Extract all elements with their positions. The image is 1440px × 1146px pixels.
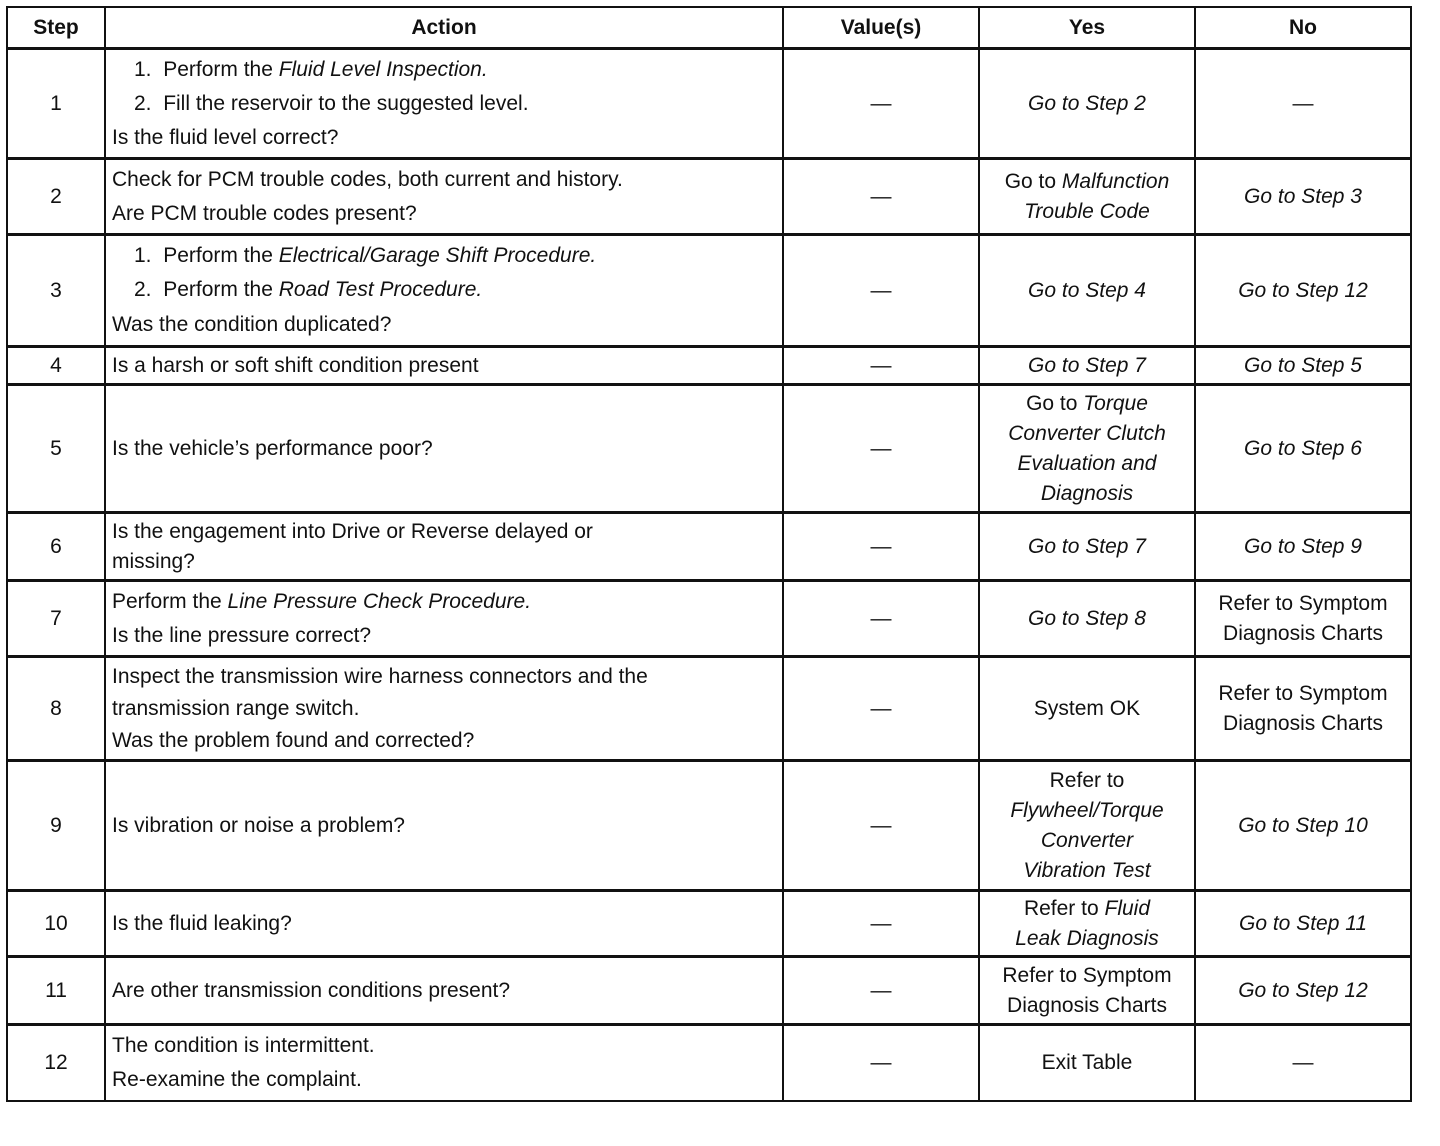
no-cell [1195,385,1411,513]
value-dash: — [870,813,892,837]
yes-cell [979,761,1195,891]
header-values: Value(s) [783,7,979,49]
step-cell [7,891,105,957]
action-line [112,55,776,85]
yes-line [986,604,1188,634]
no-line [1202,434,1404,464]
yes-cell [979,1025,1195,1101]
italic-reference: Go to Step 3 [1244,184,1362,208]
no-cell [1195,891,1411,957]
plain-text: transmission range switch. [112,696,360,720]
value-dash: — [870,696,892,720]
action-cell [105,891,783,957]
step-number: 4 [50,353,62,377]
italic-reference: Go to Step 12 [1238,278,1368,302]
plain-text: Refer to Symptom [1002,963,1172,987]
yes-line [986,894,1188,924]
yes-cell [979,581,1195,657]
table-row [7,49,1411,159]
table-row [7,657,1411,761]
action-cell [105,235,783,347]
step-number: 12 [44,1050,68,1074]
italic-reference: Go to Step 5 [1244,353,1362,377]
table-row [7,513,1411,581]
step-cell [7,761,105,891]
action-line [112,976,776,1006]
plain-text: Was the condition duplicated? [112,313,392,337]
header-yes: Yes [979,7,1195,49]
yes-cell [979,235,1195,347]
action-line [112,165,776,195]
italic-reference: Go to Step 8 [1028,606,1146,630]
value-dash: — [870,534,892,558]
action-line [112,199,776,229]
yes-line [986,389,1188,419]
italic-reference: Diagnosis [1040,481,1134,505]
table-row [7,957,1411,1025]
plain-text: Go to [1026,391,1084,415]
list-number: 2. [134,278,152,302]
action-cell [105,1025,783,1101]
no-line [1202,351,1404,381]
plain-text: Diagnosis Charts [1223,621,1383,645]
header-step: Step [7,7,105,49]
italic-reference: Leak Diagnosis [1015,926,1159,950]
value-dash: — [870,91,892,115]
yes-cell [979,513,1195,581]
value-dash: — [870,436,892,460]
plain-text: Exit Table [1041,1050,1133,1074]
yes-line [986,419,1188,449]
yes-line [986,826,1188,856]
italic-reference: Go to Step 6 [1244,436,1362,460]
plain-text: Are PCM trouble codes present? [112,201,417,225]
action-cell [105,49,783,159]
value-cell [783,385,979,513]
action-line [112,89,776,119]
yes-line [986,961,1188,991]
italic-reference: Line Pressure Check Procedure. [227,589,532,613]
step-number: 2 [50,184,62,208]
yes-line [986,856,1188,886]
no-line [1202,909,1404,939]
table-row [7,761,1411,891]
action-line [112,621,776,651]
value-cell [783,347,979,385]
plain-text: Is the fluid leaking? [112,911,292,935]
plain-text: Perform the [163,278,279,302]
no-line [1202,532,1404,562]
plain-text: Is vibration or noise a problem? [112,813,405,837]
italic-reference: Trouble Code [1024,199,1150,223]
no-line [1202,182,1404,212]
step-number: 5 [50,436,62,460]
step-cell [7,581,105,657]
plain-text: System OK [1033,696,1141,720]
yes-cell [979,957,1195,1025]
yes-line [986,276,1188,306]
plain-text: Was the problem found and corrected? [112,728,475,752]
step-number: 7 [50,606,62,630]
value-cell [783,235,979,347]
action-cell [105,385,783,513]
no-line [1202,1048,1404,1078]
yes-line [986,924,1188,954]
value-cell [783,1025,979,1101]
plain-text: Is the vehicle’s performance poor? [112,436,433,460]
list-number: 1. [134,57,152,81]
plain-text: Is the engagement into Drive or Reverse delayed or [112,519,593,543]
italic-reference: Electrical/Garage Shift Procedure. [278,243,597,267]
italic-reference: Fluid Level Inspection. [278,57,488,81]
step-number: 8 [50,696,62,720]
plain-text: Refer to Symptom [1218,681,1388,705]
plain-text: Inspect the transmission wire harness connectors and the [112,664,648,688]
yes-cell [979,49,1195,159]
italic-reference: Converter [1040,828,1134,852]
plain-text: — [1292,91,1314,115]
plain-text: Diagnosis Charts [1007,993,1167,1017]
action-line [112,909,776,939]
table-row [7,159,1411,235]
action-line [112,547,776,577]
no-cell [1195,235,1411,347]
yes-line [986,532,1188,562]
action-cell [105,513,783,581]
step-number: 10 [44,911,68,935]
plain-text: missing? [112,549,195,573]
header-row [7,7,1411,49]
action-line [112,1065,776,1095]
action-cell [105,159,783,235]
value-cell [783,513,979,581]
no-cell [1195,49,1411,159]
step-number: 6 [50,534,62,558]
italic-reference: Vibration Test [1023,858,1151,882]
step-cell [7,159,105,235]
italic-reference: Malfunction [1061,169,1170,193]
no-cell [1195,657,1411,761]
table-row [7,347,1411,385]
action-line [112,434,776,464]
step-cell [7,957,105,1025]
plain-text: — [1292,1050,1314,1074]
plain-text: Is the fluid level correct? [112,125,339,149]
no-line [1202,679,1404,709]
value-cell [783,761,979,891]
yes-line [986,796,1188,826]
action-line [112,811,776,841]
no-cell [1195,347,1411,385]
no-line [1202,709,1404,739]
yes-line [986,766,1188,796]
action-line [112,726,776,756]
list-number: 2. [134,91,152,115]
value-dash: — [870,606,892,630]
header-no: No [1195,7,1411,49]
table-row [7,235,1411,347]
action-line [112,351,776,381]
step-cell [7,657,105,761]
italic-reference: Fluid [1104,896,1151,920]
action-cell [105,761,783,891]
step-number: 9 [50,813,62,837]
italic-reference: Go to Step 9 [1244,534,1362,558]
yes-line [986,694,1188,724]
italic-reference: Go to Step 7 [1028,353,1146,377]
no-line [1202,276,1404,306]
plain-text: Check for PCM trouble codes, both current and history. [112,167,623,191]
value-dash: — [870,278,892,302]
plain-text: Perform the [163,243,279,267]
action-cell [105,581,783,657]
table-body [7,49,1411,1101]
action-line [112,1031,776,1061]
value-cell [783,49,979,159]
action-line [112,310,776,340]
italic-reference: Converter Clutch [1008,421,1166,445]
yes-line [986,167,1188,197]
yes-cell [979,159,1195,235]
value-cell [783,581,979,657]
table-row [7,581,1411,657]
no-cell [1195,513,1411,581]
no-line [1202,976,1404,1006]
action-line [112,517,776,547]
italic-reference: Road Test Procedure. [278,278,483,302]
action-cell [105,347,783,385]
yes-line [986,89,1188,119]
plain-text: Is a harsh or soft shift condition present [112,353,479,377]
no-cell [1195,159,1411,235]
step-cell [7,235,105,347]
table-row [7,1025,1411,1101]
no-line [1202,811,1404,841]
action-cell [105,957,783,1025]
value-cell [783,891,979,957]
no-cell [1195,761,1411,891]
step-cell [7,385,105,513]
plain-text: Go to [1004,169,1062,193]
italic-reference: Go to Step 7 [1028,534,1146,558]
step-number: 3 [50,278,62,302]
yes-line [986,991,1188,1021]
no-cell [1195,957,1411,1025]
italic-reference: Torque [1083,391,1148,415]
yes-cell [979,657,1195,761]
plain-text: Are other transmission conditions present? [112,978,511,1002]
plain-text: Perform the [163,57,279,81]
no-line [1202,619,1404,649]
action-line [112,241,776,271]
table-row [7,385,1411,513]
italic-reference: Go to Step 2 [1028,91,1146,115]
value-dash: — [870,911,892,935]
action-line [112,123,776,153]
diagnostic-table [6,6,1412,1102]
value-cell [783,957,979,1025]
yes-line [986,479,1188,509]
table-row [7,891,1411,957]
header-action: Action [105,7,783,49]
plain-text: Re-examine the complaint. [112,1067,362,1091]
plain-text: Refer to Symptom [1218,591,1388,615]
italic-reference: Go to Step 10 [1238,813,1368,837]
yes-line [986,449,1188,479]
step-cell [7,513,105,581]
plain-text: Perform the [112,589,228,613]
yes-cell [979,347,1195,385]
italic-reference: Go to Step 12 [1238,978,1368,1002]
yes-line [986,1048,1188,1078]
value-dash: — [870,353,892,377]
action-cell [105,657,783,761]
plain-text: Fill the reservoir to the suggested level. [163,91,529,115]
italic-reference: Go to Step 11 [1238,911,1368,935]
italic-reference: Go to Step 4 [1028,278,1146,302]
step-cell [7,1025,105,1101]
yes-cell [979,385,1195,513]
plain-text: Refer to [1049,768,1125,792]
yes-line [986,351,1188,381]
action-line [112,275,776,305]
value-dash: — [870,1050,892,1074]
step-cell [7,49,105,159]
plain-text: The condition is intermittent. [112,1033,375,1057]
no-cell [1195,581,1411,657]
value-dash: — [870,184,892,208]
value-cell [783,657,979,761]
step-cell [7,347,105,385]
plain-text: Refer to [1023,896,1105,920]
no-cell [1195,1025,1411,1101]
no-line [1202,589,1404,619]
value-cell [783,159,979,235]
action-line [112,694,776,724]
list-number: 1. [134,243,152,267]
plain-text: Is the line pressure correct? [112,623,372,647]
italic-reference: Flywheel/Torque [1010,798,1164,822]
action-line [112,662,776,692]
yes-cell [979,891,1195,957]
plain-text: Diagnosis Charts [1223,711,1383,735]
step-number: 11 [45,978,67,1002]
no-line [1202,89,1404,119]
step-number: 1 [50,91,62,115]
yes-line [986,197,1188,227]
italic-reference: Evaluation and [1017,451,1157,475]
value-dash: — [870,978,892,1002]
action-line [112,587,776,617]
